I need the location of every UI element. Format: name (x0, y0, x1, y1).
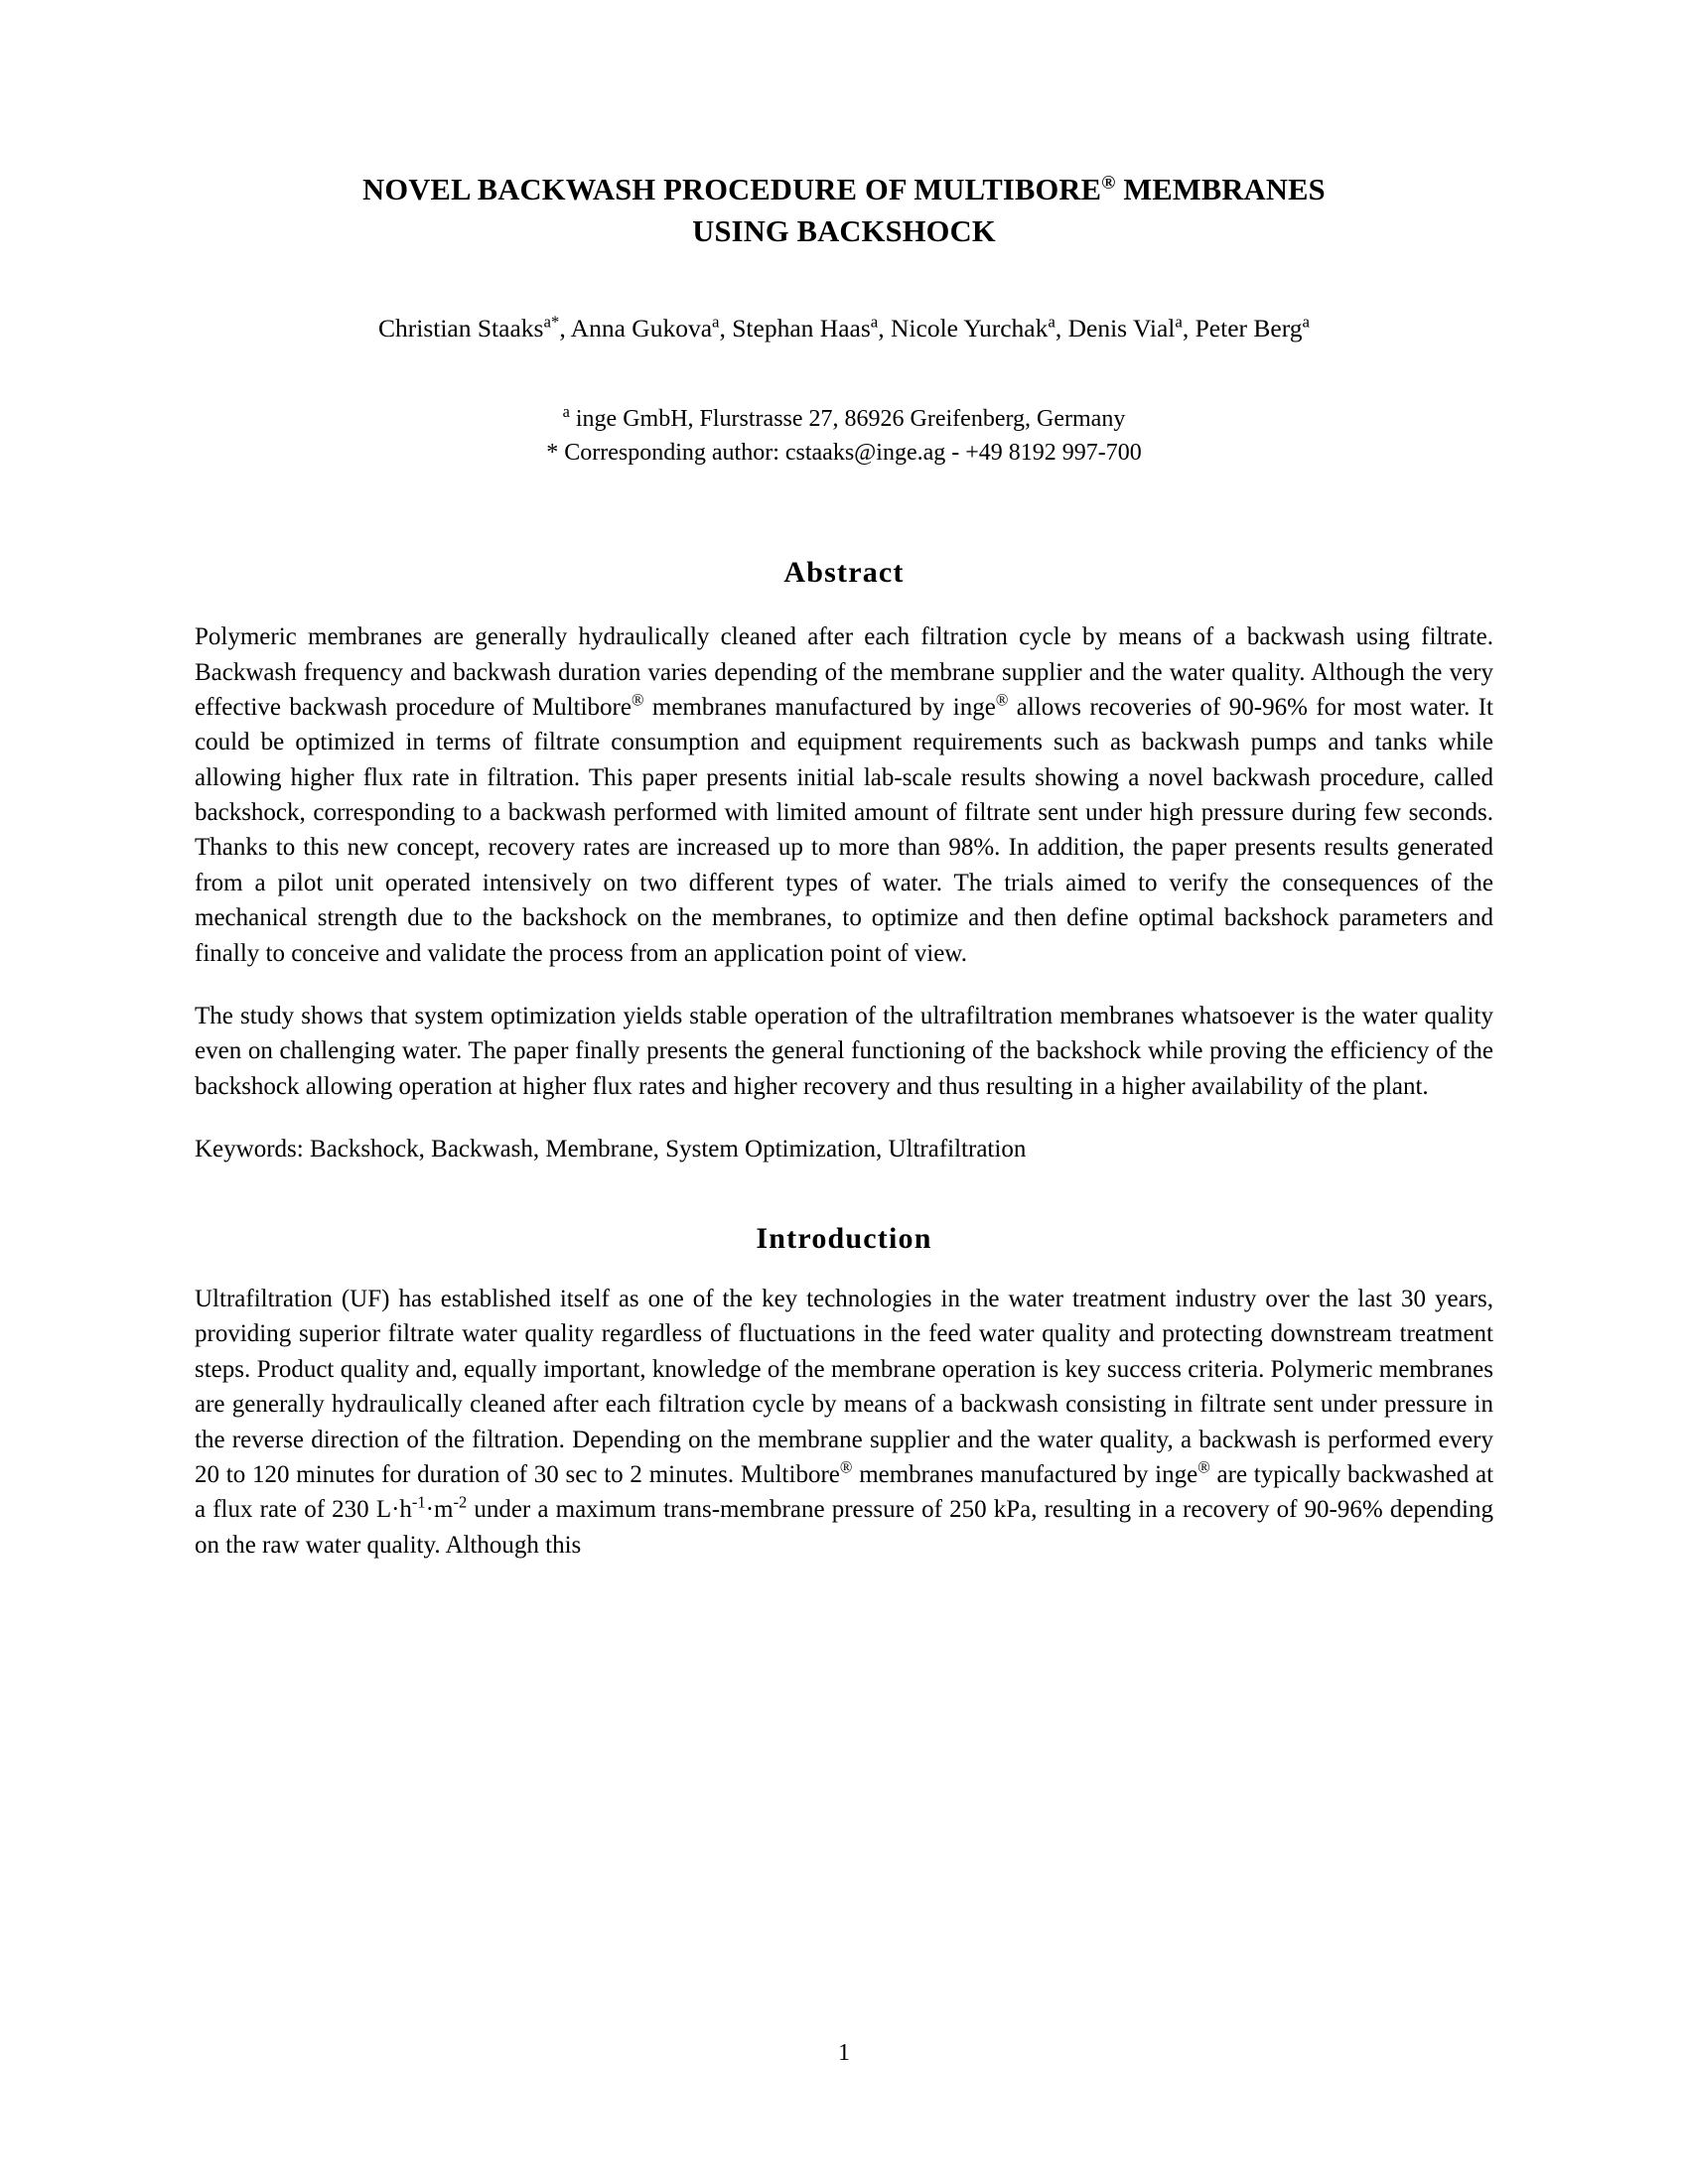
author-separator: , (719, 314, 733, 343)
abstract-text-c: allows recoveries of 90-96% for most water. It could be optimized in terms of filtrate consumption and equipment requirements such as backwash pumps and tanks while allowing higher flux rate in filtration. This paper presents initial lab-scale results showing a novel backwash procedure, called backshock, corresponding to a backwash performed with limited amount of filtrate sent under high pressure during few seconds. Thanks to this new concept, recovery rates are increased up to more than 98%. In addition, the paper presents results generated from a pilot unit operated intensively on two different types of water. The trials aimed to verify the consequences of the mechanical strength due to the backshock on the membranes, to optimize and then define optimal backshock parameters and finally to conceive and validate the process from an application point of view. (195, 693, 1493, 967)
keywords-line: Keywords: Backshock, Backwash, Membrane, System Optimization, Ultrafiltration (195, 1136, 1027, 1163)
introduction-heading: Introduction (756, 1222, 932, 1256)
page-title (195, 169, 1493, 252)
intro-text-a: Ultrafiltration (UF) has established itself as one of the key technologies in the water treatment industry over the last 30 years, providing superior filtrate water quality regardless of fluctuations in the feed water quality and protecting downstream treatment steps. Product quality and, equally important, knowledge of the membrane operation is key success criteria. Polymeric membranes are generally hydraulically cleaned after each filtration cycle by means of a backwash consisting in filtrate sent under pressure in the reverse direction of the filtration. Depending on the membrane supplier and the water quality, a backwash is performed every 20 to 120 minutes for duration of 30 sec to 2 minutes. Multibore (195, 1286, 1493, 1488)
title-line-1-post: MEMBRANES (1115, 173, 1326, 206)
author-name: Anna Gukova (570, 314, 713, 343)
registered-mark-icon: ® (1197, 1457, 1210, 1477)
corresponding-author: * Corresponding author: cstaaks@inge.ag - +49 8192 997-700 (546, 440, 1142, 467)
author-separator: , (559, 314, 571, 343)
registered-mark-icon: ® (631, 690, 644, 710)
author-name: Stephan Haas (732, 314, 871, 343)
title-line-2: USING BACKSHOCK (692, 214, 996, 249)
abstract-paragraph-2: The study shows that system optimization yields stable operation of the ultrafiltration membranes whatsoever is the water quality even on challenging water. The paper finally presents the general functioning of the backshock while proving the efficiency of the backshock allowing operation at higher flux rates and higher recovery and thus resulting in a higher availability of the plant. (195, 1002, 1493, 1100)
abstract-heading: Abstract (783, 556, 905, 590)
affiliation-block (195, 402, 1493, 472)
intro-text-c: are typically backwashed at a flux rate of 230 L·h (195, 1460, 1494, 1524)
author-name: Christian Staaks (377, 314, 544, 343)
intro-text-e: under a maximum trans-membrane pressure of 250 kPa, resulting in a recovery of 90-96% depending on the raw water quality. Although this (195, 1496, 1493, 1559)
exponent-minus-two: -2 (453, 1492, 468, 1512)
intro-text-b: membranes manufactured by inge (852, 1460, 1198, 1488)
author-name: Denis Vial (1067, 314, 1176, 343)
author-separator: , (1182, 314, 1196, 343)
registered-mark-icon: ® (839, 1457, 853, 1477)
author-affil-marker: a (1048, 312, 1055, 332)
exponent-minus-one: -1 (411, 1492, 426, 1512)
author-name: Nicole Yurchak (891, 314, 1049, 343)
author-affil-marker: a (870, 312, 879, 332)
author-affil-marker: a (1175, 312, 1183, 332)
abstract-text-b: membranes manufactured by inge (643, 693, 996, 721)
registered-mark-icon: ® (995, 690, 1009, 710)
author-affil-marker: a (712, 312, 720, 332)
author-affil-marker: a (1302, 312, 1310, 332)
intro-text-d: ·m (425, 1496, 454, 1524)
author-name: Peter Berg (1195, 314, 1303, 343)
author-affil-marker: a* (543, 312, 560, 332)
abstract-paragraph-1 (195, 619, 1493, 971)
author-separator: , (1055, 314, 1068, 343)
page-number: 1 (838, 2040, 850, 2066)
abstract-text-a: Polymeric membranes are generally hydraulically cleaned after each filtration cycle by means of a backwash using filtrate. Backwash frequency and backwash duration varies depending of the membrane supplier and the water quality. Although the very effective backwash procedure of Multibore (195, 623, 1493, 721)
author-list (195, 312, 1493, 345)
registered-mark-icon: ® (1101, 172, 1116, 194)
author-separator: , (878, 314, 891, 343)
affiliation-text: inge GmbH, Flurstrasse 27, 86926 Greifenberg, Germany (569, 405, 1126, 432)
affiliation-marker: a (562, 401, 570, 421)
introduction-paragraph-1 (195, 1282, 1493, 1563)
title-line-1-pre: NOVEL BACKWASH PROCEDURE OF MULTIBORE (362, 173, 1102, 206)
